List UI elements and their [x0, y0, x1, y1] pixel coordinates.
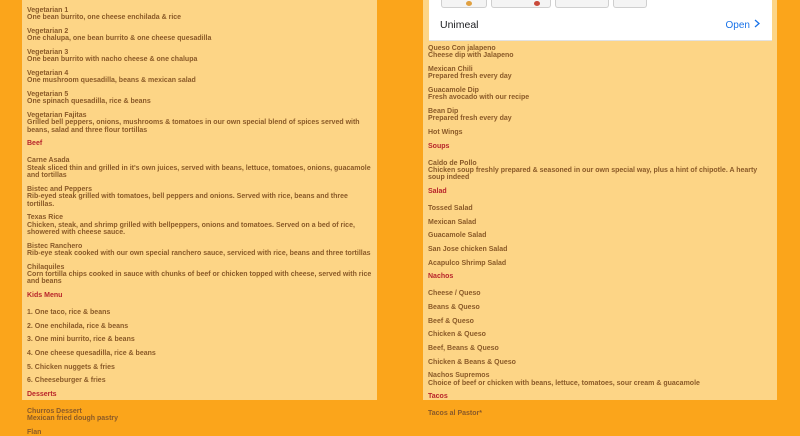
- menu-item: [27, 157, 373, 179]
- menu-item-name: Vegetarian 4: [27, 70, 69, 77]
- menu-item: Beef, Beans & Queso: [428, 345, 499, 353]
- menu-item: Tacos al Pastor*: [428, 410, 482, 418]
- menu-item-description: One bean burrito, one cheese enchilada & rice: [27, 14, 182, 22]
- menu-item: [27, 429, 373, 436]
- menu-item-name: Vegetarian 3: [27, 49, 69, 56]
- menu-item: [27, 112, 373, 134]
- menu-item: [27, 214, 373, 236]
- ad-open-label: Open: [725, 20, 750, 31]
- ad-thumbnail: [613, 0, 647, 8]
- menu-item-description: Grilled bell peppers, onions, mushrooms & tomatoes in our own special blend of spices served with beans, salad and three flour tortillas: [27, 119, 360, 134]
- menu-item-name: Chilaquiles: [27, 263, 65, 271]
- menu-item: Cheese / Queso: [428, 290, 481, 298]
- menu-item: [27, 243, 373, 258]
- menu-item: Beans & Queso: [428, 303, 480, 311]
- menu-item-description: Steak sliced thin and grilled in it's own juices, served with beans, lettuce, tomatoes, onions, guacamole and tortillas: [27, 164, 371, 180]
- menu-item: Chicken & Beans & Queso: [428, 358, 516, 366]
- ad-thumbnail: [555, 0, 609, 8]
- section-title-kids-menu: Kids Menu: [27, 291, 63, 299]
- menu-item: 3. One mini burrito, rice & beans: [27, 336, 135, 344]
- menu-item-description: Prepared fresh every day: [428, 115, 512, 123]
- menu-item-description: One chalupa, one bean burrito & one cheese quesadilla: [27, 35, 212, 43]
- menu-item-description: Chicken soup freshly prepared & seasoned in our own special way, plus a hint of chipotle. A hearty soup indeed: [428, 166, 758, 182]
- menu-item-description: Fresh avocado with our recipe: [428, 94, 530, 102]
- menu-column-left: [22, 0, 377, 436]
- menu-item: [428, 160, 773, 182]
- menu-item-description: Choice of beef or chicken with beans, lettuce, tomatoes, sour cream & guacamole: [428, 379, 700, 387]
- menu-item-name: Vegetarian Fajitas: [27, 112, 87, 119]
- food-image-icon: [534, 1, 540, 6]
- menu-item-name: Bistec and Peppers: [27, 185, 92, 193]
- section-title-beef: Beef: [27, 140, 43, 148]
- menu-item-description: Mexican fried dough pastry: [27, 415, 119, 423]
- menu-item: [428, 108, 773, 123]
- beef-list: [27, 157, 373, 285]
- menu-item: 5. Chicken nuggets & fries: [27, 363, 115, 371]
- menu-item-name: Hot Wings: [428, 129, 463, 136]
- section-title-tacos: Tacos: [428, 393, 448, 401]
- menu-item-description: Chicken, steak, and shrimp grilled with bellpeppers, onions and tomatoes. Served on a bed of rice, showered with cheese sauce.: [27, 221, 355, 236]
- menu-item-description: Rib-eyed steak grilled with tomatoes, bell peppers and onions. Served with rice, beans and three tortillas.: [27, 193, 348, 208]
- menu-item-name: Vegetarian 5: [27, 91, 69, 98]
- menu-item-name: Churros Dessert: [27, 407, 82, 415]
- menu-item-name: Bean Dip: [428, 108, 459, 115]
- section-title-salad: Salad: [428, 187, 447, 195]
- menu-item: [27, 91, 373, 106]
- ad-thumbnail: [441, 0, 487, 8]
- menu-item-description: Rib-eye steak cooked with our own special ranchero sauce, serviced with rice, beans and three tortillas: [27, 249, 371, 257]
- menu-item-nachos-supremos: [428, 372, 773, 387]
- menu-item: Tossed Salad: [428, 204, 473, 212]
- chevron-right-icon: [754, 19, 760, 31]
- menu-item-name: Nachos Supremos: [428, 372, 490, 380]
- menu-item: 6. Cheeseburger & fries: [27, 377, 106, 385]
- section-title-nachos: Nachos: [428, 273, 454, 281]
- menu-item-description: One mushroom quesadilla, beans & mexican salad: [27, 77, 196, 85]
- ad-thumbnail: [491, 0, 551, 8]
- menu-item-name: Queso Con jalapeno: [428, 45, 496, 52]
- soups-list: [428, 160, 773, 182]
- vegetarian-list: [27, 7, 373, 134]
- menu-item-name: Guacamole Dip: [428, 87, 479, 94]
- menu-item: Chicken & Queso: [428, 331, 486, 339]
- menu-item: [428, 129, 773, 136]
- menu-item: [428, 66, 773, 81]
- menu-item: Guacamole Salad: [428, 232, 487, 240]
- menu-item: 4. One cheese quesadilla, rice & beans: [27, 349, 156, 357]
- menu-item: Mexican Salad: [428, 218, 477, 226]
- tacos-list: [428, 410, 773, 417]
- menu-item-name: Flan: [27, 428, 42, 436]
- menu-item-description: One bean burrito with nacho cheese & one chalupa: [27, 56, 198, 64]
- food-image-icon: [466, 1, 472, 6]
- menu-item-description: Corn tortilla chips cooked in sauce with chunks of beef or chicken topped with cheese, served with rice and beans: [27, 270, 372, 286]
- menu-item: Acapulco Shrimp Salad: [428, 259, 507, 267]
- section-title-soups: Soups: [428, 142, 450, 150]
- menu-item: [27, 28, 373, 43]
- ad-banner[interactable]: [429, 0, 772, 41]
- menu-item: [27, 70, 373, 85]
- menu-item-name: Mexican Chili: [428, 66, 473, 73]
- menu-column-right: [423, 0, 777, 418]
- menu-item-name: Texas Rice: [27, 214, 64, 222]
- kids-menu-list: [27, 309, 373, 385]
- menu-item-description: One spinach quesadilla, rice & beans: [27, 98, 151, 106]
- menu-item: [27, 264, 373, 286]
- salad-list: [428, 205, 773, 267]
- menu-item-name: Bistec Ranchero: [27, 242, 83, 250]
- menu-item: [27, 7, 373, 22]
- menu-item: [27, 408, 373, 423]
- menu-item: [27, 186, 373, 208]
- section-title-desserts: Desserts: [27, 391, 57, 399]
- menu-item: 2. One enchilada, rice & beans: [27, 322, 129, 330]
- menu-item-description: Prepared fresh every day: [428, 73, 512, 81]
- desserts-list: [27, 408, 373, 436]
- nachos-list: [428, 290, 773, 366]
- menu-item-description: Cheese dip with Jalapeno: [428, 52, 514, 60]
- menu-item: [428, 45, 773, 60]
- ad-thumbnail-strip: [441, 0, 645, 7]
- ad-open-button[interactable]: [726, 19, 760, 31]
- menu-item: 1. One taco, rice & beans: [27, 308, 111, 316]
- menu-item-name: Vegetarian 2: [27, 28, 69, 35]
- ad-brand-name: Unimeal: [440, 19, 479, 31]
- menu-item-name: Vegetarian 1: [27, 7, 69, 14]
- appetizers-list: [428, 45, 773, 136]
- menu-item-name: Carne Asada: [27, 157, 70, 165]
- menu-item-name: Caldo de Pollo: [428, 159, 477, 167]
- menu-item: [27, 49, 373, 64]
- menu-item: [428, 87, 773, 102]
- menu-item: San Jose chicken Salad: [428, 245, 508, 253]
- menu-item: Beef & Queso: [428, 317, 474, 325]
